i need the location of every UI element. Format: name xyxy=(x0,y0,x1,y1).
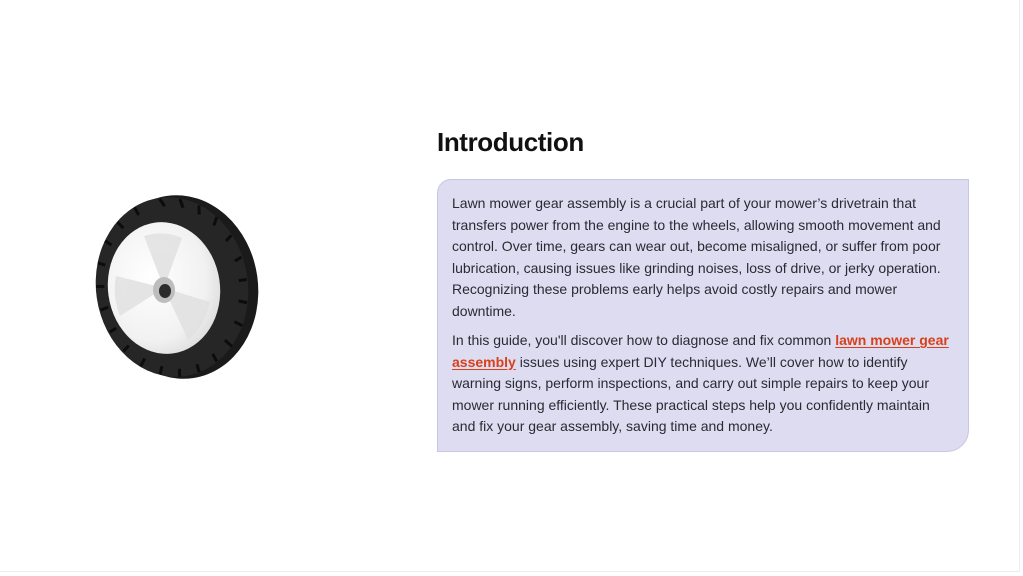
wheel-icon xyxy=(84,192,264,384)
gear-assembly-link[interactable]: lawn mower gear assembly xyxy=(452,332,949,370)
intro-paragraph-1: Lawn mower gear assembly is a crucial part of your mower’s drivetrain that transfers power from the engine to the wheels, allowing smooth movement and control. Over time, gears can wear out, become misaligned, or suffer from poor lubrication, causing issues like grinding noises, loss of drive, or jerky operation. Recognizing these problems early helps avoid costly repairs and mower downtime. xyxy=(452,195,941,319)
paragraph-2-text-before: In this guide, you'll discover how to diagnose and fix common xyxy=(452,332,836,348)
intro-paragraph-2 xyxy=(452,330,954,438)
intro-card xyxy=(437,179,969,452)
section-title: Introduction xyxy=(437,127,584,157)
lawn-mower-wheel-image xyxy=(84,192,264,384)
paragraph-2-text-after: issues using expert DIY techniques. We’ll cover how to identify warning signs, perform inspections, and carry out simple repairs to keep your mower running efficiently. These practical steps help you confidently maintain and fix your gear assembly, saving time and money. xyxy=(452,353,930,434)
